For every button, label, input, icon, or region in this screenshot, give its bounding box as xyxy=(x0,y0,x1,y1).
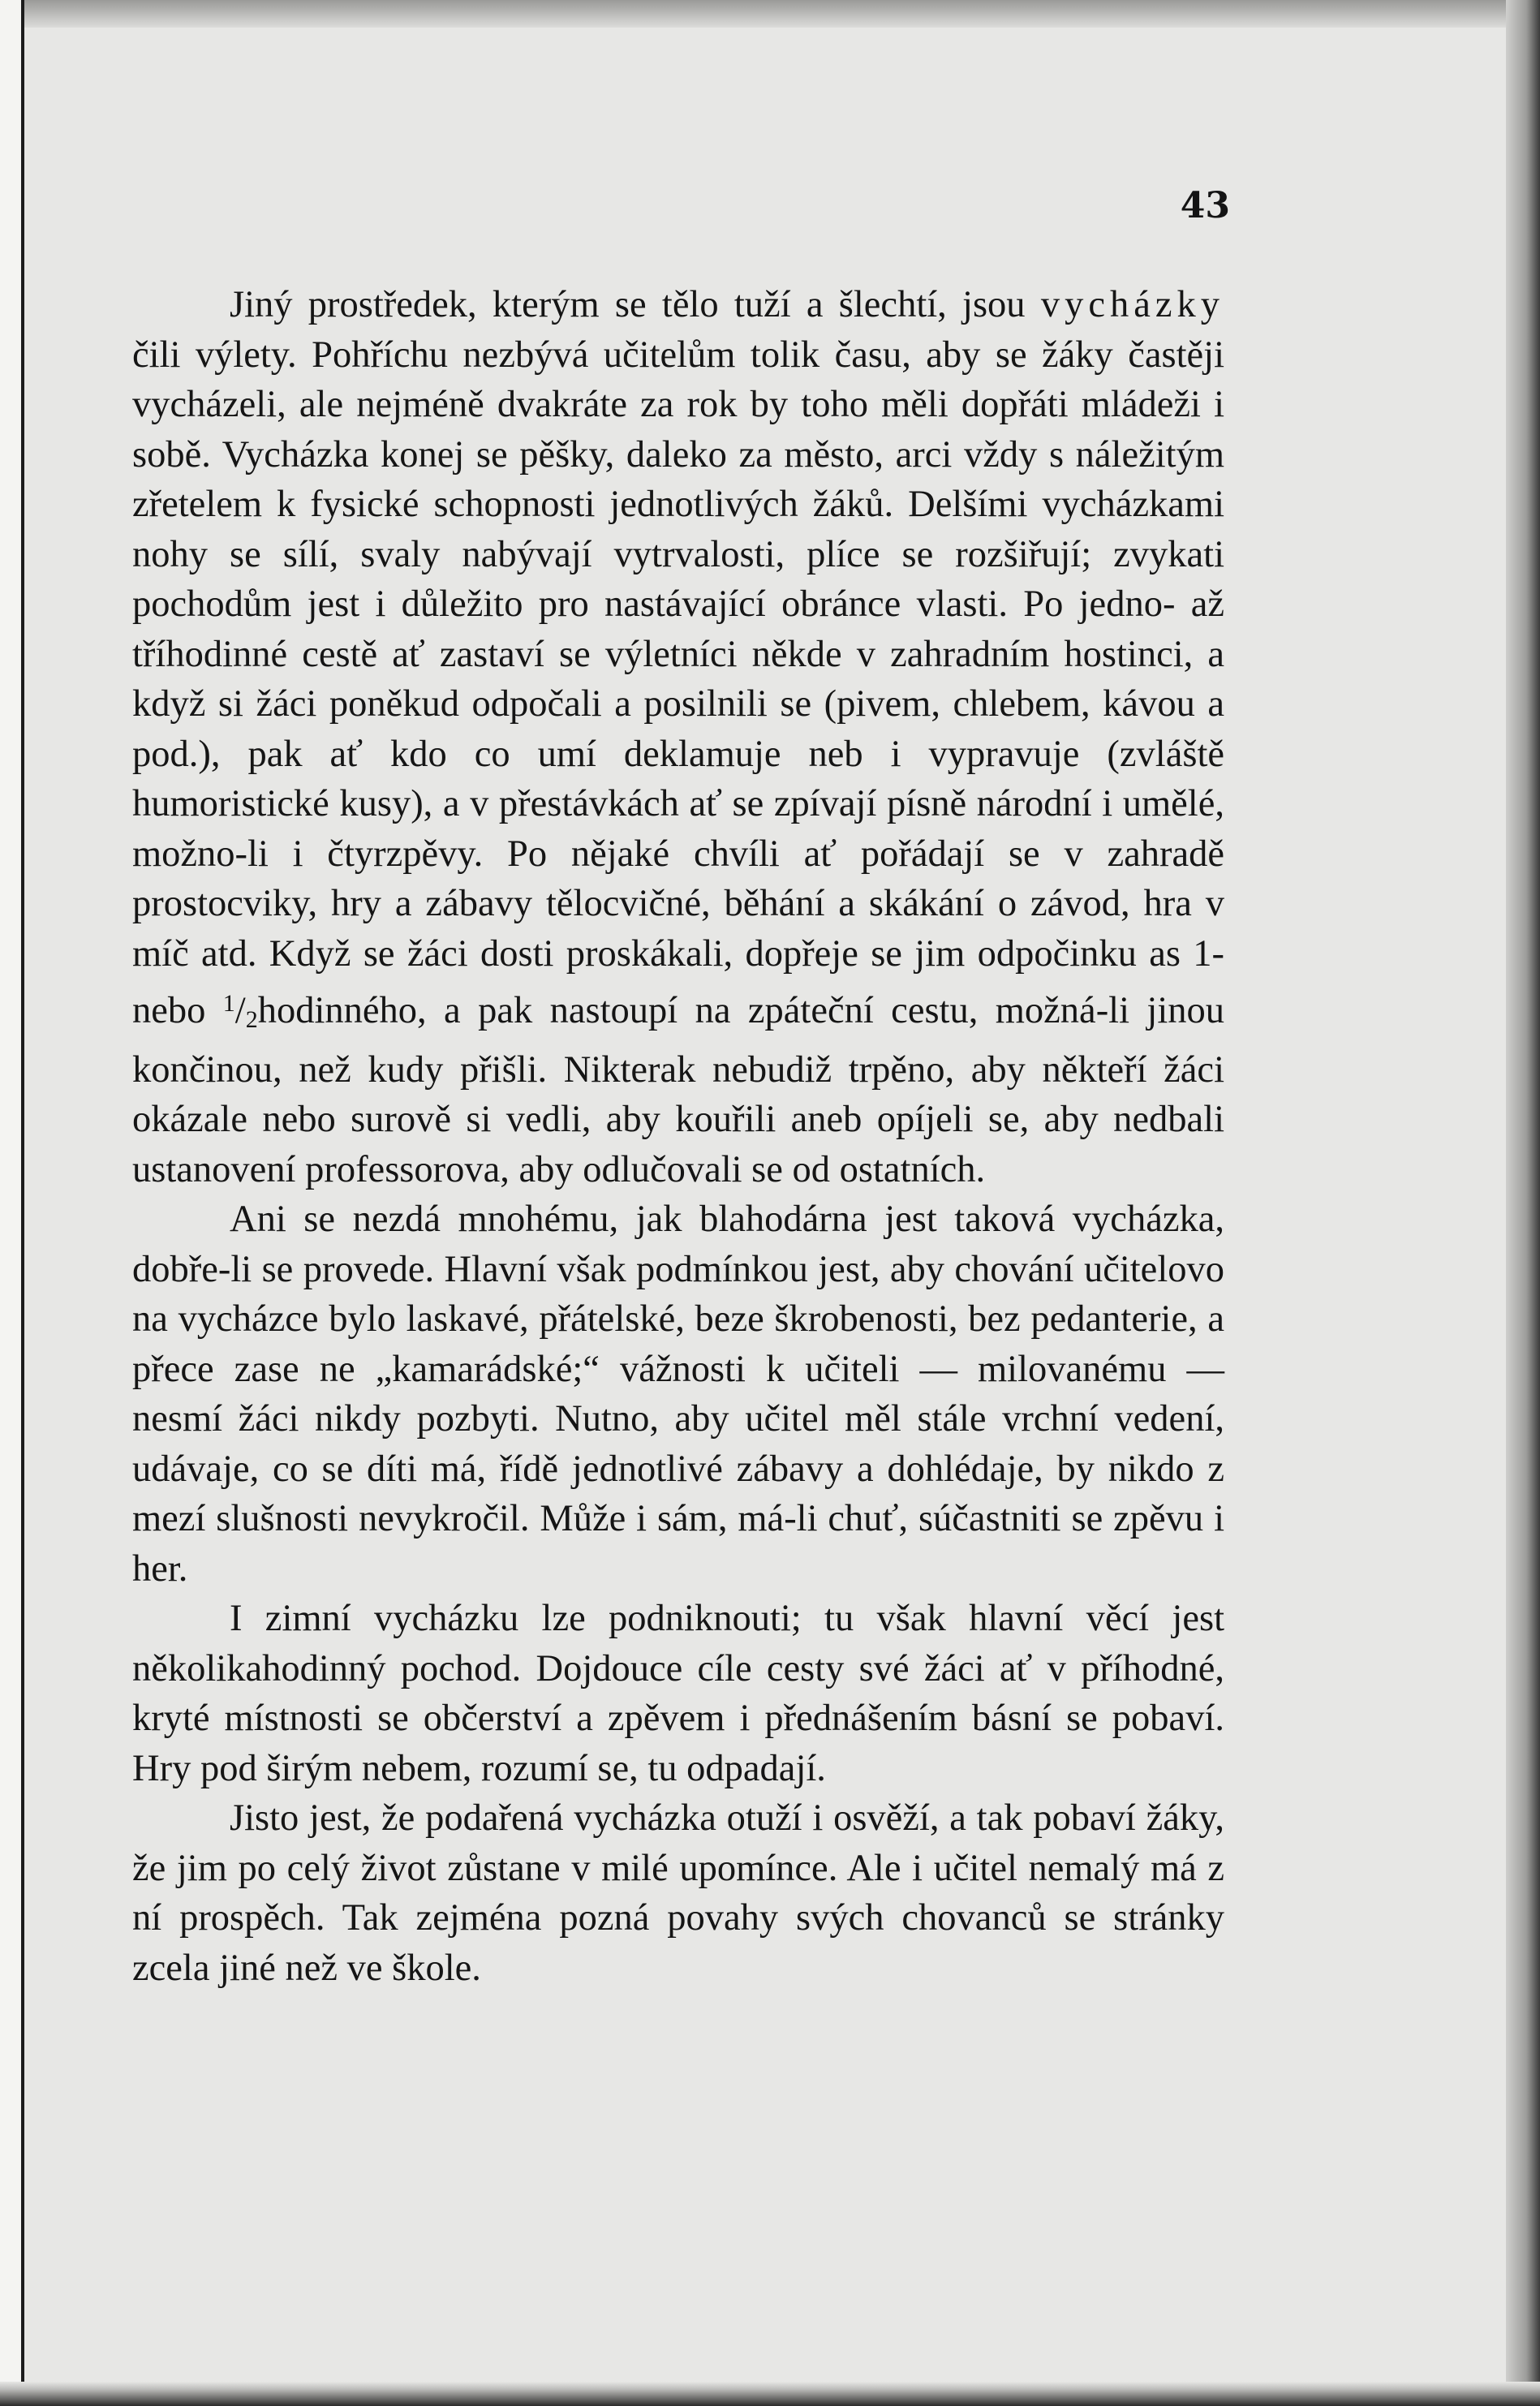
page-top-edge xyxy=(0,0,1540,28)
page-left-edge xyxy=(0,0,24,2406)
paragraph-1-intro: Jiný prostředek, kterým se tělo tuží a šlechtí, jsou xyxy=(230,284,1041,325)
paragraph-1: Jiný prostředek, kterým se tělo tuží a šlechtí, jsou vycházky čili výlety. Pohříchu nezbývá učitelům tolik času, aby se žáky častěji vycházeli, ale nejméně dvakráte za rok by toho měli dopřáti mládeži i sobě. Vycházka konej se pěšky, daleko za město, arci vždy s náležitým zřetelem k fysické schopnosti jednotlivých žáků. Delšími vycházkami nohy se sílí, svaly nabývají vytrvalosti, plíce se rozšiřují; zvykati pochodům jest i důležito pro nastávající obránce vlasti. Po jedno- až tříhodinné cestě ať zastaví se výletníci někde v zahradním hostinci, a když si žáci poněkud odpočali a posilnili se (pivem, chlebem, kávou a pod.), pak ať kdo co umí deklamuje neb i vypravuje (zvláště humoristické kusy), a v přestávkách ať se zpívají písně národní i umělé, možno-li i čtyrzpěvy. Po nějaké chvíli ať pořádají se v zahradě prostocviky, hry a zábavy tělocvičné, běhání a skákání o závod, hra v míč atd. Když se žáci dosti proskákali, dopřeje se jim odpočinku as 1- nebo $^1$/2hodinného, a pak nastoupí na zpáteční cestu, možná-li jinou končinou, než kudy přišli. Nikterak nebudiž trpěno, aby někteří žáci okázale nebo surově si vedli, aby kouřili aneb opíjeli se, aby nedbali ustanovení professorova, aby odlučovali se od ostatních. xyxy=(132,284,1225,1190)
page-bottom-edge xyxy=(0,2382,1540,2406)
paragraph-4: Jisto jest, že podařená vycházka otuží i osvěží, a tak pobaví žáky, že jim po celý život zůstane v milé upomínce. Ale i učitel nemalý má z ní prospěch. Tak zejména pozná povahy svých chovanců se stránky zcela jiné než ve škole. xyxy=(132,1797,1224,1989)
paragraph-3: I zimní vycházku lze podniknouti; tu však hlavní věcí jest několikahodinný pochod. Dojdouce cíle cesty své žáci ať v příhodné, kryté místnosti se občerství a zpěvem i přednášením básní se pobaví. Hry pod širým nebem, rozumí se, tu odpadají. xyxy=(132,1598,1224,1789)
paragraph-1-body: čili výlety. Pohříchu nezbývá učitelům tolik času, aby se žáky častěji vycházeli, ale nejméně dvakráte za rok by toho měli dopřáti mládeži i sobě. Vycházka konej se pěšky, daleko za město, arci vždy s náležitým zřetelem k fysické schopnosti jednotlivých žáků. Delšími vycházkami nohy se sílí, svaly nabývají vytrvalosti, plíce se rozšiřují; zvykati pochodům jest i důležito pro nastávající obránce vlasti. Po jedno- až tříhodinné cestě ať zastaví se výletníci někde v zahradním hostinci, a když si žáci poněkud odpočali a posilnili se (pivem, chlebem, kávou a pod.), pak ať kdo co umí deklamuje neb i vypravuje (zvláště humoristické kusy), a v přestávkách ať se zpívají písně národní i umělé, možno-li i čtyrzpěvy. Po nějaké chvíli ať pořádají se v zahradě prostocviky, hry a zábavy tělocvičné, běhání a skákání o závod, hra v míč atd. Když se žáci dosti proskákali, dopřeje se jim odpočinku as 1- nebo xyxy=(132,334,1224,1031)
body-text xyxy=(132,280,1224,1993)
page-right-edge xyxy=(1506,0,1540,2406)
paragraph-2: Ani se nezdá mnohému, jak blahodárna jest taková vycházka, dobře-li se provede. Hlavní však podmínkou jest, aby chování učitelovo na vycházce bylo laskavé, přátelské, beze škrobenosti, bez pedanterie, a přece zase ne „kamarádské;“ vážnosti k učiteli — milovanému — nesmí žáci nikdy pozbyti. Nutno, aby učitel měl stále vrchní vedení, udávaje, co se díti má, řídě jednotlivé zábavy a dohlédaje, by nikdo z mezí slušnosti nevykročil. Může i sám, má-li chuť, súčastniti se zpěvu i her. xyxy=(132,1199,1224,1590)
emphasized-term: vycházky xyxy=(1040,284,1224,325)
fraction-denominator: 2 xyxy=(245,1006,258,1033)
paragraph-1-tail: hodinného, a pak nastoupí na zpáteční cestu, možná-li jinou končinou, než kudy přišli. Nikterak nebudiž trpěno, aby někteří žáci okázale nebo surově si vedli, aby kouřili aneb opíjeli se, aby nedbali ustanovení professorova, aby odlučovali se od ostatních. xyxy=(132,990,1225,1190)
fraction-numerator: 1 xyxy=(222,990,235,1017)
page-number: 43 xyxy=(1180,185,1230,226)
